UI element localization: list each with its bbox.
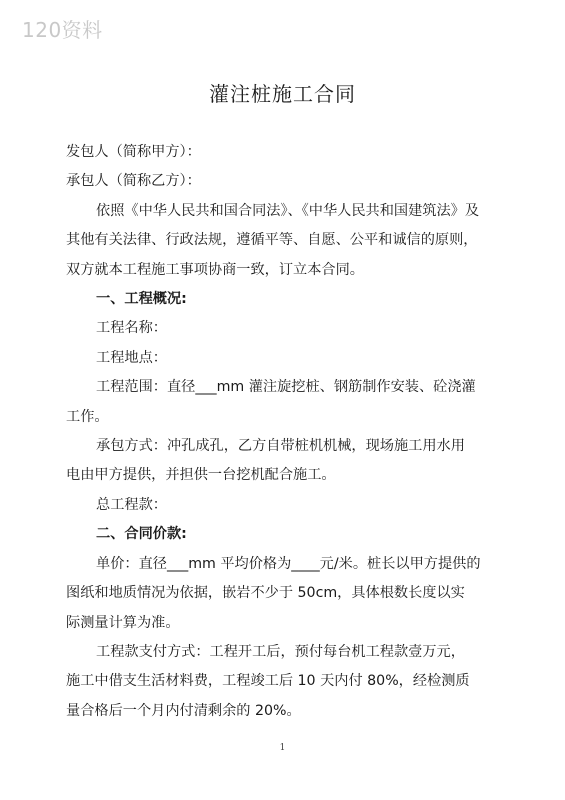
unit-price-line-3: 际测量计算为准。 <box>66 614 180 631</box>
unit-price-line-2: 图纸和地质情况为依据，嵌岩不少于 50cm，具体根数长度以实 <box>66 585 465 602</box>
section-heading-2: 二、合同价款: <box>96 526 187 543</box>
party-b-line: 承包人（简称乙方）： <box>66 173 201 190</box>
total-price-line: 总工程款： <box>96 496 167 513</box>
document-title: 灌注桩施工合同 <box>209 82 356 106</box>
project-name-line: 工程名称： <box>96 320 167 337</box>
project-location-line: 工程地点： <box>96 349 167 366</box>
intro-line-1: 依照《中华人民共和国合同法》、《中华人民共和国建筑法》及 <box>96 202 480 219</box>
section-heading-1: 一、工程概况: <box>96 291 187 308</box>
intro-line-3: 双方就本工程施工事项协商一致，订立本合同。 <box>66 261 364 278</box>
page-number: 1 <box>279 743 286 753</box>
contract-body <box>66 138 498 726</box>
party-a-line: 发包人（简称甲方）： <box>66 144 201 160</box>
unit-price-line-1: 单价：直径___mm 平均价格为____元/米。桩长以甲方提供的 <box>96 555 481 572</box>
contract-mode-line-2: 电由甲方提供，并担供一台挖机配合施工。 <box>66 467 336 484</box>
scope-line-1: 工程范围：直径___mm 灌注旋挖桩、钢筋制作安装、砼浇灌 <box>96 379 476 396</box>
scope-line-2: 工作。 <box>66 408 109 425</box>
watermark-logo: 120资料 <box>22 18 103 42</box>
payment-line-3: 量合格后一个月内付清剩余的 20%。 <box>66 702 301 719</box>
contract-mode-line-1: 承包方式：冲孔成孔，乙方自带桩机机械，现场施工用水用 <box>96 438 465 455</box>
payment-line-1: 工程款支付方式：工程开工后，预付每台机工程款壹万元， <box>96 643 465 660</box>
intro-line-2: 其他有关法律、行政法规，遵循平等、自愿、公平和诚信的原则， <box>66 232 478 249</box>
payment-line-2: 施工中借支生活材料费，工程竣工后 10 天内付 80%，经检测质 <box>66 673 470 690</box>
